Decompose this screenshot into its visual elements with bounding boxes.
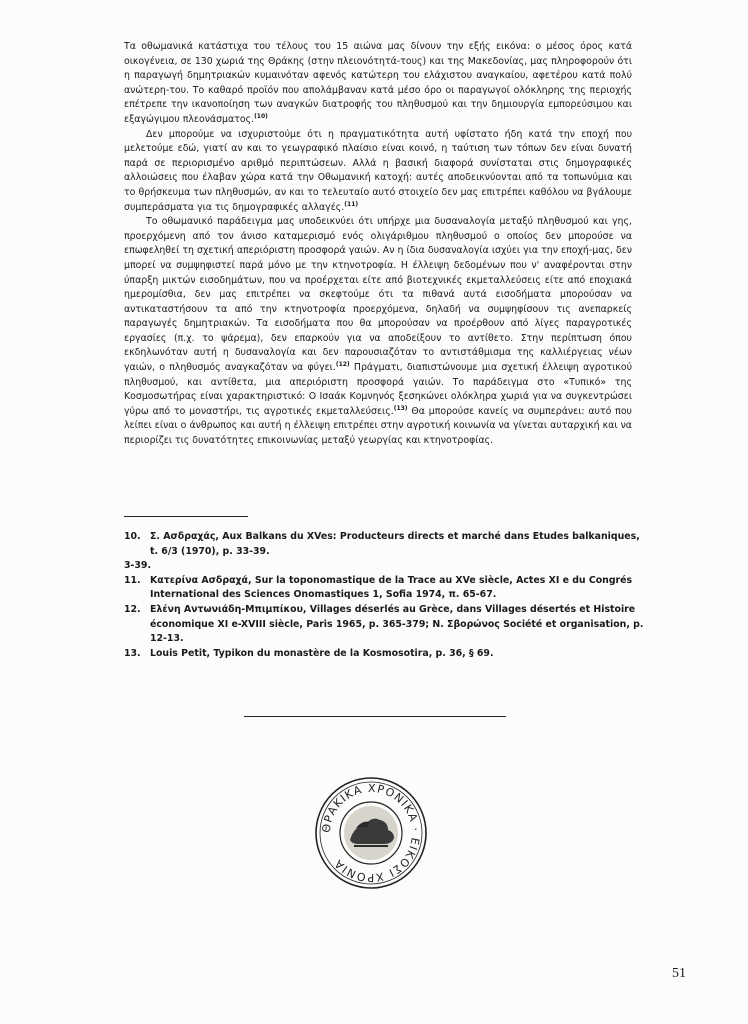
footnote-ref-10[interactable]: (10): [254, 112, 268, 120]
lion-emblem-icon: [344, 806, 398, 860]
footnote-number: 12.: [124, 603, 141, 615]
footnote-number: 13.: [124, 647, 141, 659]
page-number: 51: [672, 966, 686, 981]
journal-seal: [314, 776, 428, 890]
footnote-text: Ελένη Αντωνιάδη-Μπιμπίκου, Villages déserlés au Grèce, dans Villages désertés et Histoire économique XI e-XVIII siècle, Paris 1965, p. 365-379; Ν. Σβορώνος Société et organisation, p. 12-13.: [150, 603, 644, 645]
footnote-fragment: [124, 559, 644, 574]
footnote-text: Louis Petit, Typikon du monastère de la Kosmosotira, p. 36, § 69.: [150, 647, 494, 659]
footnote-number: 10.: [124, 531, 141, 542]
paragraph-text: Τα οθωμανικά κατάστιχα του τέλους του 15 αιώνα μας δίνουν την εξής εικόνα: ο μέσος όρος κατά οικογένεια, σε 130 χωριά της Θράκης (στην πλειονότητά-τους) και της Μακεδονίας, μας πληροφορούν ότι η παραγωγή δημητριακών κυμαινόταν αφενός κατώτερη του ελάχιστου αναγκαίου, αφετέρου κατά πολύ ανώτερη-του. Το καθαρό προϊόν που απολάμβαναν κατά μέσο όρο οι παραγωγοί ολόκληρης της περιοχής επέτρεπε την ικανοποίηση των αναγκών διατροφής του πληθυσμού και την δημιουργία εμπορεύσιμου και εξαγώγιμου πλεονάσματος.: [124, 41, 632, 125]
paragraph-text: Πράγματι, διαπιστώνουμε μια σχετική έλλειψη αγροτικού πληθυσμού, και αντίθετα, μια απεριόριστη προσφορά γαιών. Το παράδειγμα στο «Τυπικό» της Κοσμοσωτήρας είναι χαρακτηριστικό: Ο Ισαάκ Κομνηνός ξεσηκώνει ολόκληρα χωριά για να συγκεντρώσει γύρω από το μοναστήρι, τις αγροτικές εκμεταλλεύσεις.: [124, 362, 632, 417]
footnote-number: 11.: [124, 574, 141, 586]
paragraph-3: [124, 215, 632, 449]
footnote-ref-11[interactable]: (11): [344, 200, 359, 208]
paragraph-text: Το οθωμανικό παράδειγμα μας υποδεικνύει ότι υπήρχε μια δυσαναλογία μεταξύ πληθυσμού και γης, προερχόμενη από τον άνισο καταμερισμό ενός ολιγάριθμου πληθυσμού ο οποίος δεν μπορούσε να επωφεληθεί τη σχετική απεριόριστη προσφορά γαιών. Αν η ίδια δυσαναλογία ισχύει για την εποχή-μας, δεν μπορεί να συμψηφιστεί παρά μόνο με την κτηνοτροφία. Η έλλειψη δεδομένων που ν' αναφέρονται στην ύπαρξη μικτών εισοδημάτων, που να προέρχεται είτε από βιοτεχνικές εκμεταλλεύσεις είτε από εποχιακά ημερομίσθια, δεν μας επιτρέπει να σκεφτούμε ότι τα πιθανά αυτά εισοδήματα μπορούσαν να αντικαταστήσουν τα από την κτηνοτροφία προερχόμενα, δηλαδή να συμψηφίσουν τις ανεπαρκείς παραγωγές δημητριακών. Τα εισοδήματα που θα μπορούσαν να προέρθουν από λίγες παραγροτικές εργασίες (π.χ. το ψάρεμα), δεν επαρκούν για να αποδείξουν το αντίθετο. Στην περίπτωση όπου εκδηλωνόταν αυτή η δυσαναλογία και δεν παρουσιαζόταν το αντιστάθμισμα της καλλιέργειας νέων γαιών, ο πληθυσμός αναγκαζόταν να φύγει.: [124, 216, 632, 374]
paragraph-text: Δεν μπορούμε να ισχυριστούμε ότι η πραγματικότητα αυτή υφίστατο ήδη κατά την εποχή που μελετούμε εδώ, γιατί αν και το γεωγραφικό πλαίσιο είναι κοινό, η ταύτιση των τόπων δεν είναι δυνατή παρά σε περιορισμένο αριθμό περιπτώσεων. Αλλά η βασική διαφορά συνίσταται στις δημογραφικές αλλοιώσεις που έλαβαν χώρα κατά την Οθωμανική κατοχή: αυτές αποδεικνύονται από τα τοπωνύμια και το θρήσκευμα των πληθυσμών, αν και το τελευταίο αυτό στοιχείο δεν μας επιτρέπει καθόλου να βγάλουμε συμπεράσματα για τις δημογραφικές αλλαγές.: [124, 128, 632, 213]
footnote-13: [124, 647, 644, 662]
paragraph-text: Θα μπορούσε κανείς να συμπεράνει: αυτό που λείπει είναι ο άνθρωπος και αυτή η έλλειψη επιτρέπει στην αγροτική κοινωνία να γίνεται αυταρχική και να περιορίζει τις δυνατότητες επικοινωνίας μεταξύ γεωργίας και κτηνοτροφίας.: [124, 405, 632, 447]
footnote-11: [124, 574, 644, 603]
footnote-text: 3-39.: [124, 560, 152, 572]
footnote-text: Σ. Ασδραχάς, Aux Balkans du XVes: Producteurs directs et marché dans Etudes balkaniques, t. 6/3 (1970), p. 33-39.: [150, 531, 640, 557]
footnote-ref-13[interactable]: (13): [393, 404, 408, 412]
main-text: [124, 40, 632, 449]
footnote-12: [124, 603, 644, 647]
footnote-ref-12[interactable]: (12): [335, 361, 350, 369]
section-divider: [244, 716, 506, 717]
footnotes: [124, 530, 644, 661]
seal-emblem-icon: [314, 776, 428, 890]
paragraph-1: [124, 40, 632, 128]
footnote-10: [124, 530, 644, 559]
paragraph-2: [124, 128, 632, 216]
seal-text: ΘΡΑΚΙΚΑ ΧΡΟΝΙΚΑ · ΕΙΚΟΣΙ ΧΡΟΝΙΑ: [319, 781, 423, 885]
footnote-text: Κατερίνα Ασδραχά, Sur la toponomastique de la Trace au XVe siècle, Actes XI e du Congrés International des Sciences Onomastiques 1, Sofia 1974, π. 65-67.: [150, 574, 633, 601]
footnote-divider: [124, 516, 248, 517]
